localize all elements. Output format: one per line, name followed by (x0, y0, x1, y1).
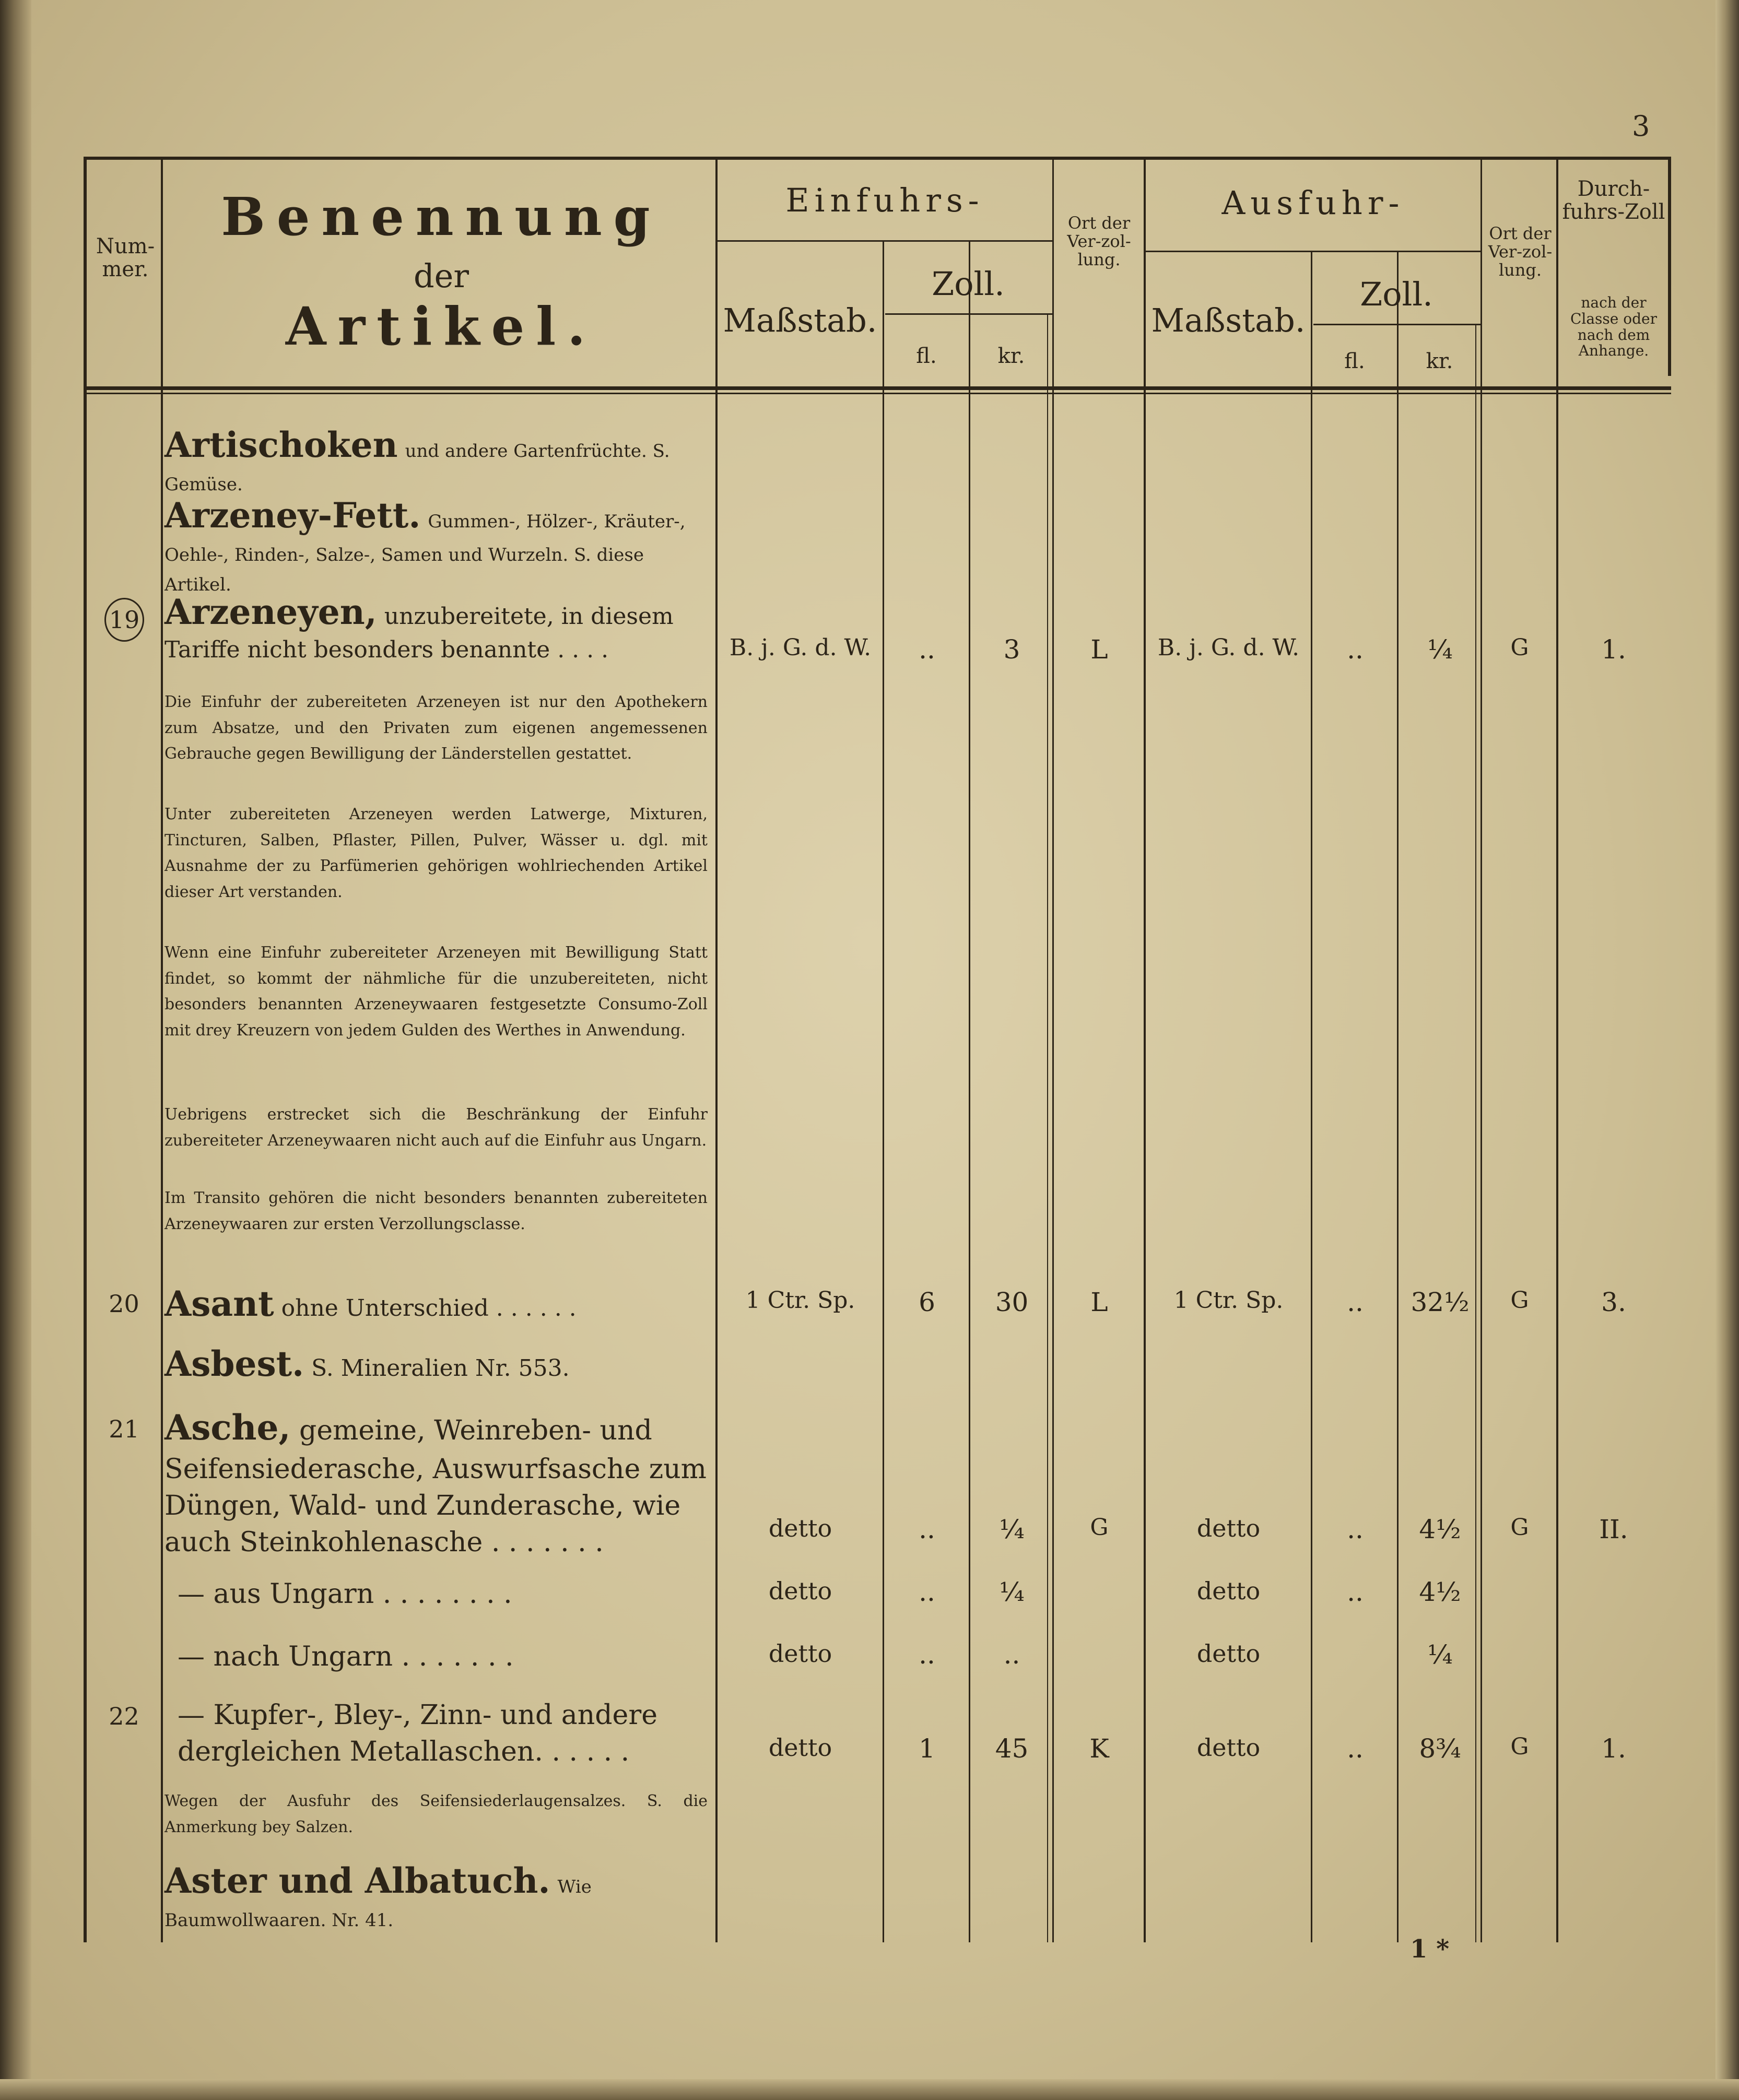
arzeneyen-transit: 1. (1601, 634, 1626, 665)
article-arzeney-fett: Arzeney-Fett. Gummen-, Hölzer-, Kräuter-, Oehle-, Rinden-, Salze-, Samen und Wurzeln. S. diese Artikel. (164, 495, 686, 595)
asche-export-kr: 4½ (1419, 1514, 1461, 1544)
arzeneyen-export-place: G (1510, 634, 1529, 661)
arzeneyen-import-place: L (1090, 634, 1108, 665)
arzeneyen-export-kr: ¼ (1427, 634, 1453, 665)
asche-nach-import-measure: detto (768, 1639, 832, 1668)
export-fl-header: fl. (1344, 349, 1365, 373)
asche-aus-export-measure: detto (1196, 1577, 1261, 1605)
metallaschen-import-place: K (1089, 1733, 1109, 1764)
article-asche-nach-ungarn: — nach Ungarn . . . . . . . (178, 1641, 514, 1672)
import-group-header: Einfuhrs- (785, 181, 984, 219)
entry-number-20: 20 (109, 1290, 139, 1318)
asche-aus-import-measure: detto (768, 1577, 832, 1605)
export-place-header: Ort der Ver-zol-lung. (1488, 223, 1553, 280)
asche-export-place: G (1510, 1514, 1529, 1541)
export-group-header: Ausfuhr- (1221, 184, 1405, 222)
import-fl-header: fl. (916, 344, 937, 368)
entry-number-21: 21 (109, 1415, 139, 1443)
article-asche: Asche, gemeine, Weinreben- und Seifensiederasche, Auswurfsasche zum Düngen, Wald- und Zunderasche, wie auch Steinkohlenasche . . . . . . . (164, 1407, 707, 1559)
asche-export-fl: .. (1347, 1514, 1364, 1544)
asche-aus-import-fl: .. (919, 1577, 935, 1607)
asant-transit: 3. (1601, 1287, 1626, 1317)
metallaschen-import-measure: detto (768, 1733, 832, 1762)
asant-export-measure: 1 Ctr. Sp. (1173, 1287, 1284, 1314)
metallaschen-export-fl: .. (1347, 1733, 1364, 1764)
export-measure-header: Maßstab. (1151, 301, 1306, 339)
asche-import-place: G (1090, 1514, 1109, 1541)
transit-header: Durch-fuhrs-Zoll (1562, 177, 1665, 224)
asant-import-fl: 6 (919, 1287, 935, 1317)
printer-signature: 1 * (1410, 1934, 1450, 1964)
metallaschen-export-place: G (1510, 1733, 1529, 1760)
page-bottom-edge (0, 2079, 1739, 2100)
asche-aus-import-kr: ¼ (999, 1577, 1025, 1607)
asant-import-kr: 30 (995, 1287, 1029, 1317)
asche-nach-export-kr: ¼ (1427, 1639, 1453, 1670)
asant-import-measure: 1 Ctr. Sp. (745, 1287, 855, 1314)
note-seifensieder: Wegen der Ausfuhr des Seifensiederlaugensalzes. S. die Anmerkung bey Salzen. (164, 1792, 708, 1836)
transit-subheader: nach der Classe oder nach dem Anhange. (1570, 294, 1658, 360)
arzeneyen-export-measure: B. j. G. d. W. (1157, 634, 1300, 661)
asant-export-kr: 32½ (1411, 1287, 1470, 1317)
article-asche-aus-ungarn: — aus Ungarn . . . . . . . . (178, 1578, 512, 1610)
note-transito: Im Transito gehören die nicht besonders benannten zubereiteten Arzeneywaaren zur ersten Verzollungsclasse. (164, 1189, 708, 1233)
asche-nach-import-kr: .. (1003, 1639, 1020, 1670)
book-spine-edge (0, 0, 31, 2100)
article-metallaschen: — Kupfer-, Bley-, Zinn- und andere dergleichen Metallaschen. . . . . . (178, 1700, 657, 1768)
metallaschen-import-kr: 45 (995, 1733, 1029, 1764)
asche-nach-export-measure: detto (1196, 1639, 1261, 1668)
import-measure-header: Maßstab. (723, 301, 877, 339)
asche-export-measure: detto (1196, 1514, 1261, 1542)
metallaschen-transit: 1. (1601, 1733, 1626, 1764)
note-apotheker: Die Einfuhr der zubereiteten Arzeneyen ist nur den Apothekern zum Absatze, und den Privaten zum eigenen angemessenen Gebrauche gegen Bewilligung der Länderstellen gestattet. (164, 693, 708, 763)
article-column-header-mid: der (413, 257, 469, 295)
import-place-header: Ort der Ver-zol-lung. (1067, 213, 1131, 270)
asche-nach-import-fl: .. (919, 1639, 935, 1670)
asche-aus-export-fl: .. (1347, 1577, 1364, 1607)
article-aster: Aster und Albatuch. Wie Baumwollwaaren. Nr. 41. (164, 1860, 592, 1931)
article-asbest: Asbest. S. Mineralien Nr. 553. (164, 1343, 570, 1384)
asant-export-place: G (1510, 1287, 1529, 1314)
export-duty-header: Zoll. (1360, 275, 1433, 313)
article-column-header-top: Benennung (221, 186, 662, 247)
asche-transit: II. (1599, 1514, 1628, 1544)
note-zubereitete: Unter zubereiteten Arzeneyen werden Latwerge, Mixturen, Tincturen, Salben, Pflaster, Pillen, Pulver, Wässer u. dgl. mit Ausnahme der zu Parfümerien gehörigen wohlriechenden Artikel dieser Art verstanden. (164, 805, 708, 901)
asche-import-kr: ¼ (999, 1514, 1025, 1544)
entry-number-19: 19 (104, 598, 144, 642)
arzeneyen-import-kr: 3 (1003, 634, 1020, 665)
metallaschen-import-fl: 1 (919, 1733, 935, 1764)
note-ungarn: Uebrigens erstrecket sich die Beschränkung der Einfuhr zubereiteter Arzeneywaaren nicht auch auf die Einfuhr aus Ungarn. (164, 1105, 708, 1150)
metallaschen-export-measure: detto (1196, 1733, 1261, 1762)
arzeneyen-export-fl: .. (1347, 634, 1364, 665)
article-artischoken: Artischoken und andere Gartenfrüchte. S. Gemüse. (164, 424, 670, 495)
arzeneyen-import-measure: B. j. G. d. W. (729, 634, 872, 661)
asant-export-fl: .. (1347, 1287, 1364, 1317)
page-number: 3 (1632, 110, 1650, 143)
note-bewilligung: Wenn eine Einfuhr zubereiteter Arzeneyen mit Bewilligung Statt findet, so kommt der nähmliche für die unzubereiteten, nicht besonders benannten Arzeneywaaren festgesetzte Consumo-Zoll mit drey Kreuzern von jedem Gulden des Werthes in Anwendung. (164, 943, 708, 1040)
asche-aus-export-kr: 4½ (1419, 1577, 1461, 1607)
article-asant: Asant ohne Unterschied . . . . . . (164, 1283, 577, 1324)
asant-import-place: L (1090, 1287, 1108, 1317)
asche-import-fl: .. (919, 1514, 935, 1544)
export-kr-header: kr. (1426, 349, 1453, 373)
asche-import-measure: detto (768, 1514, 832, 1542)
metallaschen-export-kr: 8¾ (1419, 1733, 1461, 1764)
import-kr-header: kr. (997, 344, 1025, 368)
arzeneyen-import-fl: .. (919, 634, 935, 665)
article-arzeneyen: Arzeneyen, unzubereitete, in diesem Tariffe nicht besonders benannte . . . . (164, 592, 674, 663)
article-column-header-bottom: Artikel. (285, 296, 597, 357)
page-right-edge (1716, 0, 1739, 2100)
entry-number-22: 22 (109, 1702, 139, 1730)
import-duty-header: Zoll. (932, 265, 1005, 303)
number-column-header: Num-mer. (96, 234, 155, 281)
